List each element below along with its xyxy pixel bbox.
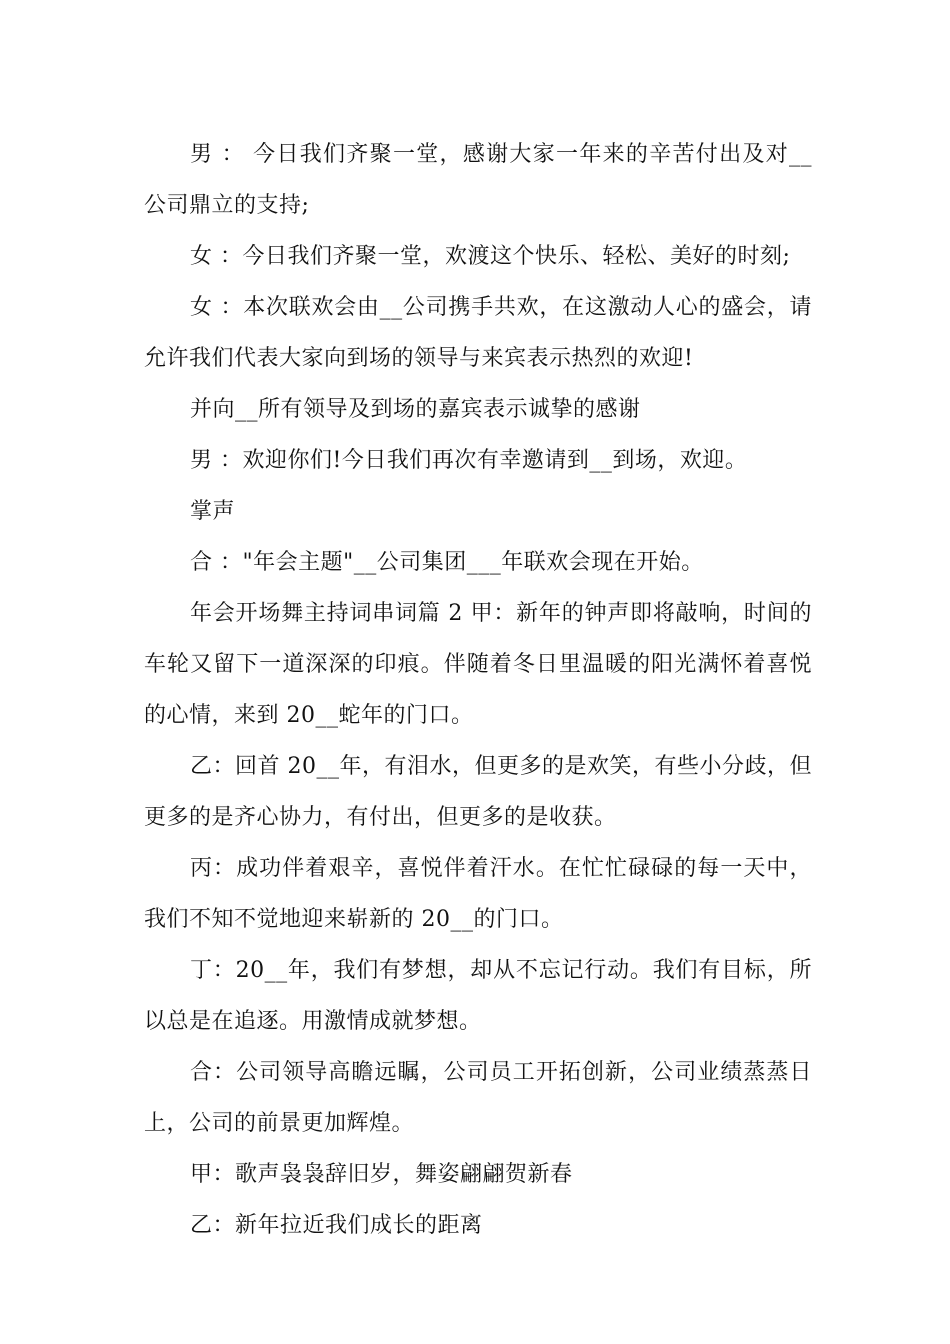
paragraph: 并向__所有领导及到场的嘉宾表示诚挚的感谢 — [190, 397, 641, 422]
paragraph: 乙：新年拉近我们成长的距离 — [190, 1213, 483, 1238]
paragraph: 年会开场舞主持词串词篇 2 甲：新年的钟声即将敲响，时间的车轮又留下一道深深的印痕。伴随着冬日里温暖的阳光满怀着喜悦的心情，来到 20__蛇年的门口。 — [144, 601, 812, 728]
paragraph: 女 ：本次联欢会由__公司携手共欢，在这激动人心的盛会，请允许我们代表大家向到场的领导与来宾表示热烈的欢迎! — [144, 295, 812, 371]
paragraph: 掌声 — [190, 499, 236, 524]
paragraph: 合 ："年会主题"__公司集团___年联欢会现在开始。 — [190, 550, 704, 575]
document-body — [144, 129, 812, 1251]
paragraph: 女 ：今日我们齐聚一堂，欢渡这个快乐、轻松、美好的时刻; — [190, 244, 791, 269]
paragraph: 合：公司领导高瞻远瞩，公司员工开拓创新，公司业绩蒸蒸日上，公司的前景更加辉煌。 — [144, 1060, 812, 1136]
paragraph: 乙：回首 20__年，有泪水，但更多的是欢笑，有些小分歧，但更多的是齐心协力，有付出，但更多的是收获。 — [144, 754, 812, 830]
paragraph: 甲：歌声袅袅辞旧岁，舞姿翩翩贺新春 — [190, 1162, 573, 1187]
paragraph: 男 ：欢迎你们!今日我们再次有幸邀请到__到场，欢迎。 — [190, 448, 748, 473]
paragraph: 丙：成功伴着艰辛，喜悦伴着汗水。在忙忙碌碌的每一天中，我们不知不觉地迎来崭新的 20__的门口。 — [144, 856, 812, 932]
paragraph: 丁：20__年，我们有梦想，却从不忘记行动。我们有目标，所以总是在追逐。用激情成就梦想。 — [144, 958, 812, 1034]
paragraph: 男 ： 今日我们齐聚一堂，感谢大家一年来的辛苦付出及对__公司鼎立的支持; — [144, 142, 812, 218]
